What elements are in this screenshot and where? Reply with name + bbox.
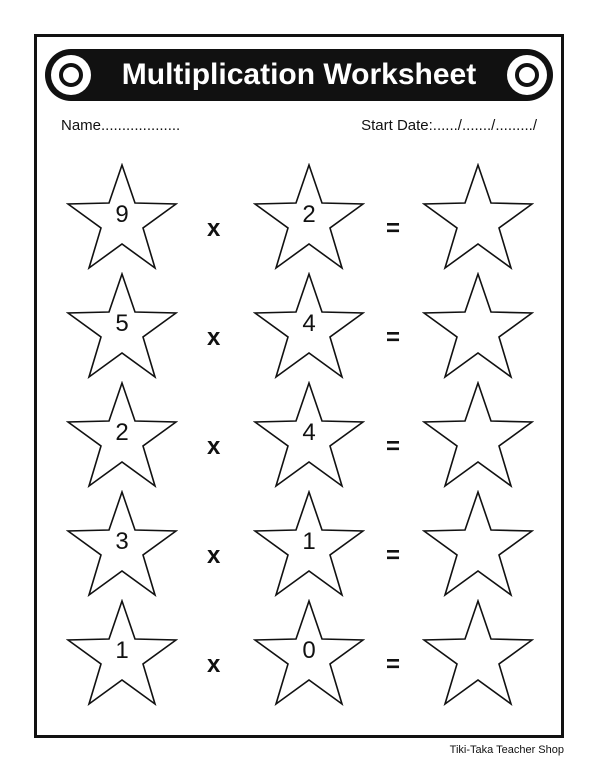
multiplicand: 5 xyxy=(115,310,129,337)
problem-row-4 xyxy=(37,490,561,598)
name-field[interactable]: Name................... xyxy=(61,117,181,134)
multiplicand: 1 xyxy=(115,637,129,664)
multiplicand: 3 xyxy=(115,528,129,555)
equals-sign: = xyxy=(386,651,401,678)
answer-star[interactable] xyxy=(422,599,534,707)
multiplier: 1 xyxy=(302,528,316,555)
answer-star[interactable] xyxy=(422,381,534,489)
times-sign: x xyxy=(207,215,221,242)
problem-row-2 xyxy=(37,272,561,380)
ring-icon xyxy=(507,55,547,95)
multiplicand: 2 xyxy=(115,419,129,446)
star-icon xyxy=(253,599,365,707)
equals-sign: = xyxy=(386,324,401,351)
times-sign: x xyxy=(207,542,221,569)
multiplier: 0 xyxy=(302,637,316,664)
multiplier: 2 xyxy=(302,201,316,228)
answer-star[interactable] xyxy=(422,272,534,380)
star-icon xyxy=(66,163,178,271)
worksheet-page xyxy=(34,34,564,738)
star-icon xyxy=(66,381,178,489)
title-banner xyxy=(45,49,553,101)
problem-row-1 xyxy=(37,163,561,271)
star-icon xyxy=(66,490,178,598)
star-icon xyxy=(66,272,178,380)
page-title: Multiplication Worksheet xyxy=(121,58,477,91)
multiplier: 4 xyxy=(302,419,316,446)
problem-row-5 xyxy=(37,599,561,707)
times-sign: x xyxy=(207,324,221,351)
star-icon xyxy=(253,272,365,380)
times-sign: x xyxy=(207,433,221,460)
publisher-credit: Tiki-Taka Teacher Shop xyxy=(449,744,564,756)
star-icon xyxy=(253,381,365,489)
star-icon xyxy=(253,163,365,271)
star-icon xyxy=(66,599,178,707)
star-icon xyxy=(253,490,365,598)
multiplicand: 9 xyxy=(115,201,129,228)
equals-sign: = xyxy=(386,215,401,242)
problem-row-3 xyxy=(37,381,561,489)
equals-sign: = xyxy=(386,433,401,460)
answer-star[interactable] xyxy=(422,490,534,598)
times-sign: x xyxy=(207,651,221,678)
start-date-field[interactable]: Start Date:....../......./........./ xyxy=(361,117,537,134)
answer-star[interactable] xyxy=(422,163,534,271)
equals-sign: = xyxy=(386,542,401,569)
multiplier: 4 xyxy=(302,310,316,337)
